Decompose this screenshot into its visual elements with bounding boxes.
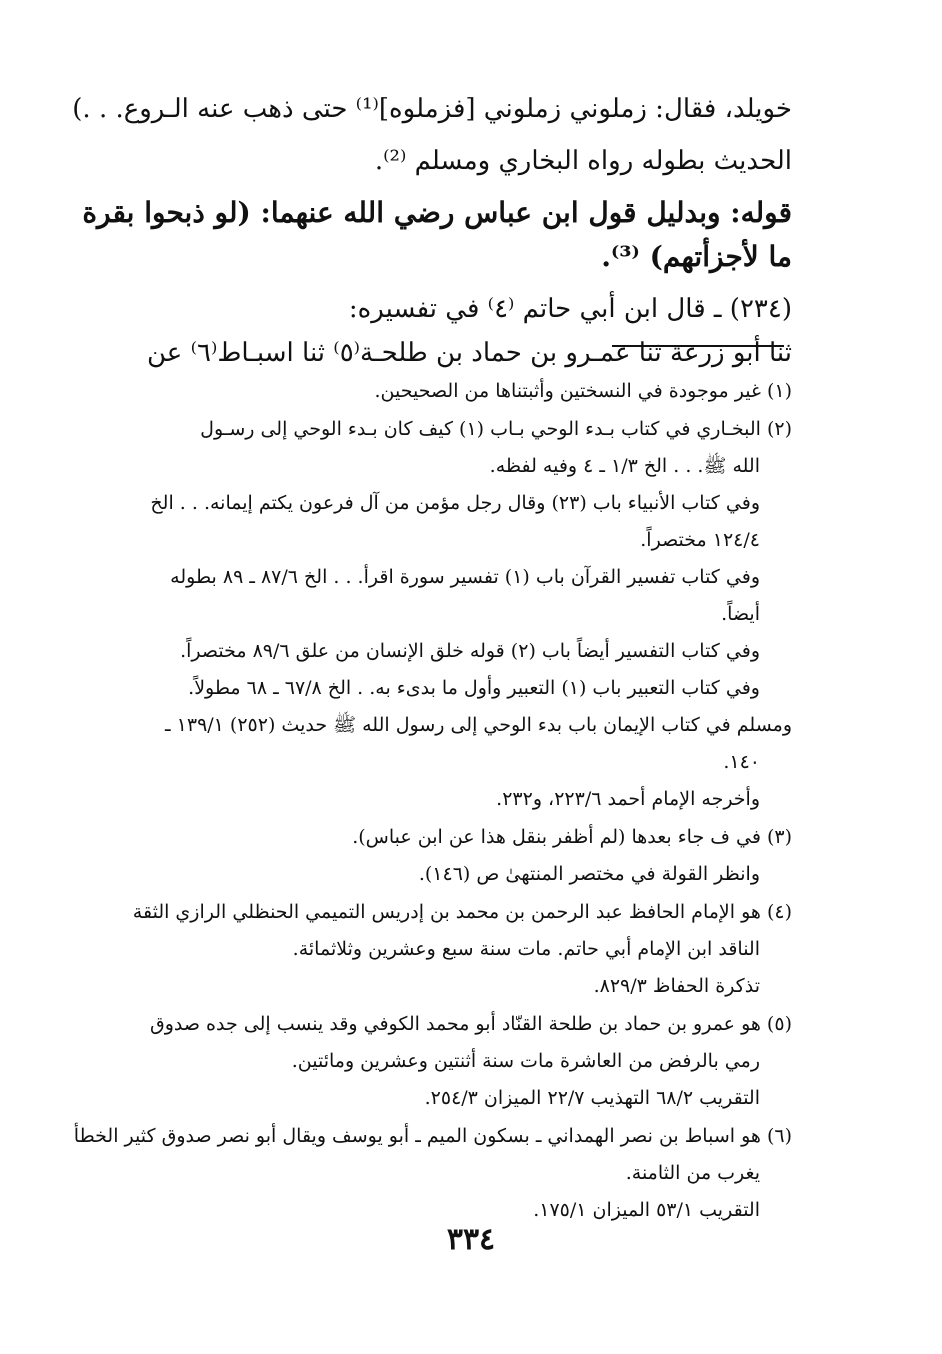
main-line: خويلد، فقال: زملوني زملوني [فزملوه]⁽¹⁾ حتى ذهب عنه الـروع. . .) <box>72 94 792 124</box>
footnote-1 <box>102 378 792 404</box>
footnote-4 <box>102 899 792 999</box>
footnote-line: ١٤٠. <box>723 751 760 773</box>
footnote-line: (٣) في ف جاء بعدها (لم أظفر بنقل هذا عن ابن عباس). <box>352 826 792 848</box>
footnote-line: (٦) هو اسباط بن نصر الهمداني ـ بسكون الميم ـ أبو يوسف ويقال أبو نصر صدوق كثير الخطأ <box>73 1125 792 1147</box>
main-line: ما لأجزأتهم) ⁽³⁾. <box>601 240 792 273</box>
footnote-line: وفي كتاب تفسير القرآن باب (١) تفسير سورة اقرأ. . . الخ ٨٧/٦ ـ ٨٩ بطوله <box>170 566 760 588</box>
footnote-line: رمي بالرفض من العاشرة مات سنة أثنتين وعشرين ومائتين. <box>291 1050 760 1072</box>
main-line: قوله: وبدليل قول ابن عباس رضي الله عنهما: (لو ذبحوا بقرة <box>82 196 792 229</box>
footnote-separator <box>612 345 784 347</box>
footnote-line: (٥) هو عمرو بن حماد بن طلحة القنّاد أبو محمد الكوفي وقد ينسب إلى جده صدوق <box>149 1013 792 1035</box>
footnote-line: وفي كتاب التفسير أيضاً باب (٢) قوله خلق الإنسان من علق ٨٩/٦ مختصراً. <box>180 640 760 662</box>
footnote-line: أيضاً. <box>721 603 760 625</box>
footnote-line: التقريب ٥٣/١ الميزان ١٧٥/١. <box>533 1199 760 1221</box>
footnote-line: تذكرة الحفاظ ٨٢٩/٣. <box>593 975 760 997</box>
footnotes <box>73 378 792 1235</box>
footnote-line: التقريب ٦٨/٢ التهذيب ٢٢/٧ الميزان ٢٥٤/٣. <box>424 1087 760 1109</box>
main-line: الحديث بطوله رواه البخاري ومسلم ⁽²⁾. <box>374 146 792 176</box>
footnote-3 <box>102 824 792 887</box>
footnote-line: (٤) هو الإمام الحافظ عبد الرحمن بن محمد بن إدريس التميمي الحنظلي الرازي الثقة <box>132 901 792 923</box>
footnote-line: يغرب من الثامنة. <box>625 1162 760 1184</box>
footnote-line: وانظر القولة في مختصر المنتهىٰ ص (١٤٦). <box>418 863 760 885</box>
page-number: ٣٣٤ <box>446 1222 496 1257</box>
main-line: ثنا أبو زرعة ثنا عمـرو بن حماد بن طلحـة⁽٥⁾ ثنا اسبـاط⁽٦⁾ عن <box>147 338 792 368</box>
footnote-6 <box>73 1123 792 1223</box>
footnote-line: الناقد ابن الإمام أبي حاتم. مات سنة سبع وعشرين وثلاثمائة. <box>292 938 760 960</box>
footnote-line: (٢) البخـاري في كتاب بـدء الوحي بـاب (١) كيف كان بـدء الوحي إلى رسـول <box>200 418 792 440</box>
footnote-line: وفي كتاب التعبير باب (١) التعبير وأول ما بدىء به. . الخ ٦٧/٨ ـ ٦٨ مطولاً. <box>188 677 760 699</box>
footnote-line: (١) غير موجودة في النسختين وأثبتناها من الصحيحين. <box>374 380 792 402</box>
footnote-line: وفي كتاب الأنبياء باب (٢٣) وقال رجل مؤمن من آل فرعون يكتم إيمانه. . . الخ <box>150 492 760 514</box>
footnote-5 <box>102 1011 792 1111</box>
footnote-line: وأخرجه الإمام أحمد ٢٢٣/٦، و٢٣٢. <box>496 788 760 810</box>
footnote-line: ١٢٤/٤ مختصراً. <box>640 529 760 551</box>
footnote-line: ومسلم في كتاب الإيمان باب بدء الوحي إلى رسول الله ﷺ حديث (٢٥٢) ١٣٩/١ ـ <box>165 714 792 736</box>
main-text <box>72 92 792 388</box>
footnote-2 <box>102 416 792 812</box>
main-line: (٢٣٤) ـ قال ابن أبي حاتم ⁽٤⁾ في تفسيره: <box>348 294 792 324</box>
footnote-line: الله ﷺ. . . الخ ١/٣ ـ ٤ وفيه لفظه. <box>489 455 760 477</box>
